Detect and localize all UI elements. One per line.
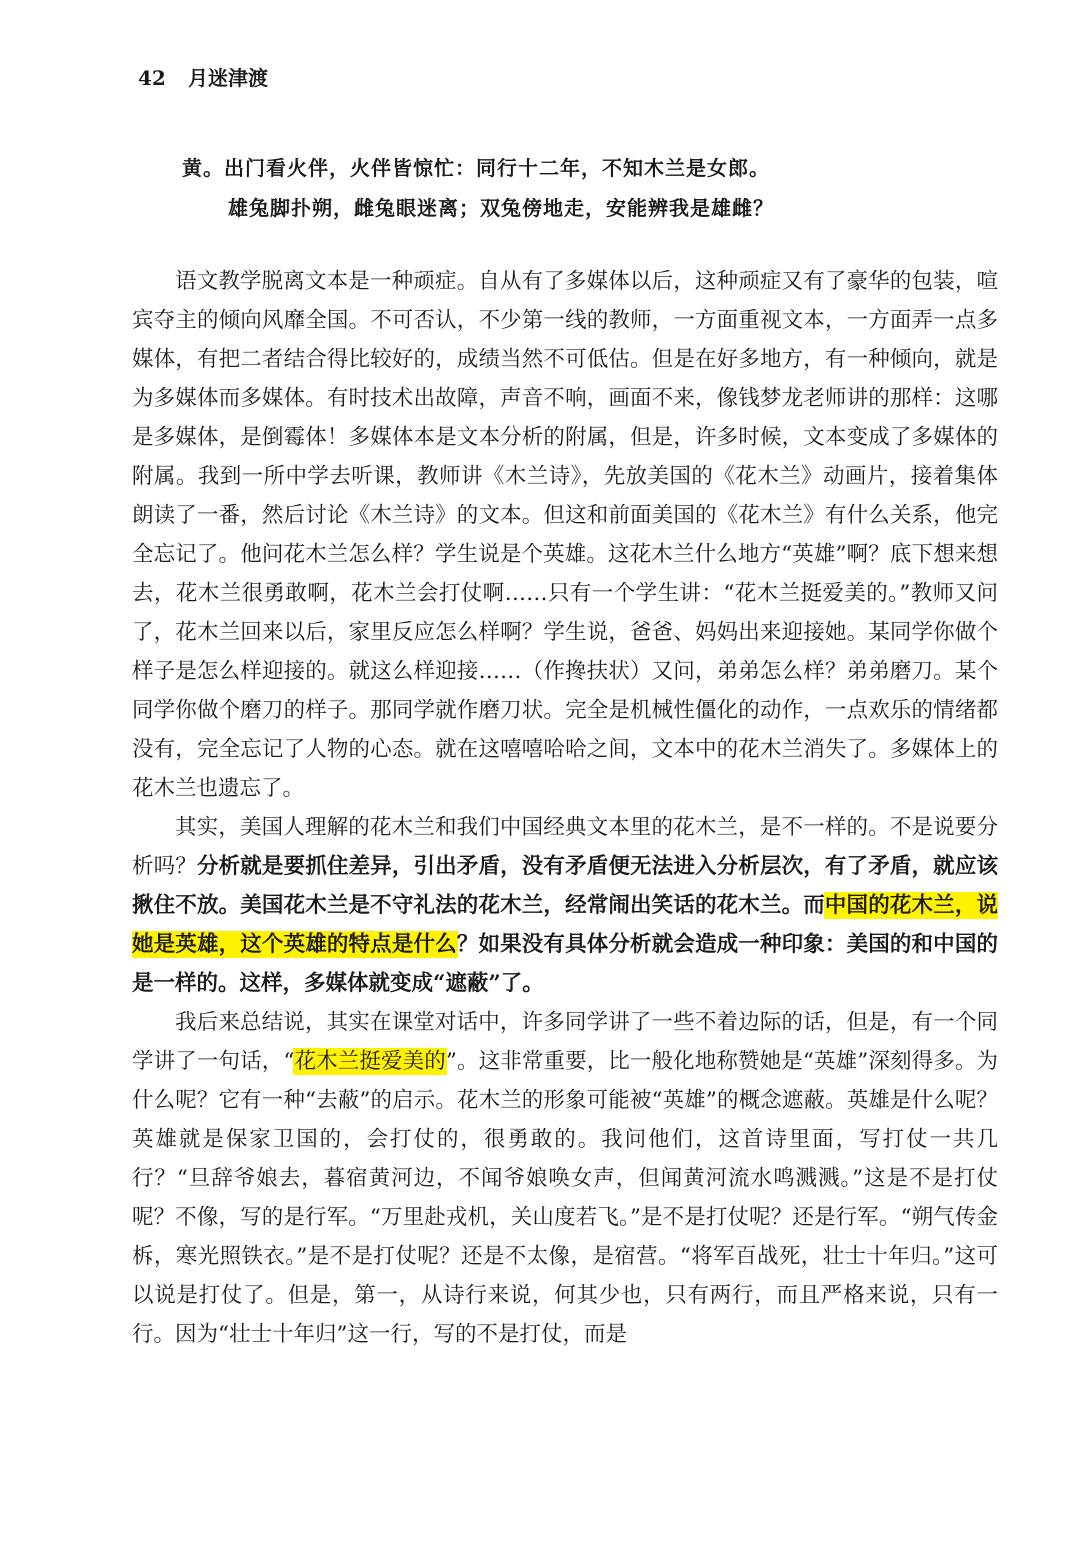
poem-line-2: 雄兔脚扑朔，雌兔眼迷离；双兔傍地走，安能辨我是雄雌？ — [228, 196, 774, 220]
highlighted-sentence: 中国的花木兰，说她是英雄，这个英雄的特点是什么 — [132, 893, 998, 957]
paragraph-3-before: 我后来总结说，其实在课堂对话中，许多同学讲了一些不着边际的话，但是，有一个同学讲了一句话，“ — [132, 1010, 998, 1074]
body-text — [132, 262, 998, 1354]
paragraph-2 — [132, 808, 998, 1003]
book-title: 月迷津渡 — [188, 66, 268, 90]
paragraph-1: 语文教学脱离文本是一种顽症。自从有了多媒体以后，这种顽症又有了豪华的包装，喧宾夺主的倾向风靡全国。不可否认，不少第一线的教师，一方面重视文本，一方面弄一点多媒体，有把二者结合得比较好的，成绩当然不可低估。但是在好多地方，有一种倾向，就是为多媒体而多媒体。有时技术出故障，声音不响，画面不来，像钱梦龙老师讲的那样：这哪是多媒体，是倒霉体！多媒体本是文本分析的附属，但是，许多时候，文本变成了多媒体的附属。我到一所中学去听课，教师讲《木兰诗》，先放美国的《花木兰》动画片，接着集体朗读了一番，然后讨论《木兰诗》的文本。但这和前面美国的《花木兰》有什么关系，他完全忘记了。他问花木兰怎么样？学生说是个英雄。这花木兰什么地方“英雄”啊？底下想来想去，花木兰很勇敢啊，花木兰会打仗啊……只有一个学生讲：“花木兰挺爱美的。”教师又问了，花木兰回来以后，家里反应怎么样啊？学生说，爸爸、妈妈出来迎接她。某同学你做个样子是怎么样迎接的。就这么样迎接……（作搀扶状）又问，弟弟怎么样？弟弟磨刀。某个同学你做个磨刀的样子。那同学就作磨刀状。完全是机械性僵化的动作，一点欢乐的情绪都没有，完全忘记了人物的心态。就在这嘻嘻哈哈之间，文本中的花木兰消失了。多媒体上的花木兰也遗忘了。 — [132, 269, 998, 801]
paragraph-3 — [132, 1003, 998, 1354]
poem-line-1: 黄。出门看火伴，火伴皆惊忙：同行十二年，不知木兰是女郎。 — [182, 156, 770, 180]
highlighted-quote: 花木兰挺爱美的 — [294, 1049, 446, 1074]
paragraph-3-after: ”。这非常重要，比一般化地称赞她是“英雄”深刻得多。为什么呢？它有一种“去蔽”的启示。花木兰的形象可能被“英雄”的概念遮蔽。英雄是什么呢？英雄就是保家卫国的，会打仗的，很勇敢的。我问他们，这首诗里面，写打仗一共几行？“旦辞爷娘去，暮宿黄河边，不闻爷娘唤女声，但闻黄河流水鸣溅溅。”这是不是打仗呢？不像，写的是行军。“万里赴戎机，关山度若飞。”是不是打仗呢？还是行军。“朔气传金柝，寒光照铁衣。”是不是打仗呢？还是不太像，是宿营。“将军百战死，壮士十年归。”这可以说是打仗了。但是，第一，从诗行来说，何其少也，只有两行，而且严格来说，只有一行。因为“壮士十年归”这一行，写的不是打仗，而是 — [132, 1049, 998, 1347]
page-header — [138, 62, 268, 91]
page-number: 42 — [138, 66, 166, 90]
paragraph-2-plain: 其实，美国人理解的花木兰和我们中国经典文本里的花木兰，是不一样的。不是说要分析吗？ — [132, 815, 998, 879]
paragraph-2-bold-b: ？如果没有具体分析就会造成一种印象：美国的和中国的是一样的。这样，多媒体就变成“遮蔽”了。 — [132, 932, 998, 996]
paragraph-2-bold-a: 分析就是要抓住差异，引出矛盾，没有矛盾便无法进入分析层次，有了矛盾，就应该揪住不放。美国花木兰是不守礼法的花木兰，经常闹出笑话的花木兰。而 — [132, 854, 998, 918]
